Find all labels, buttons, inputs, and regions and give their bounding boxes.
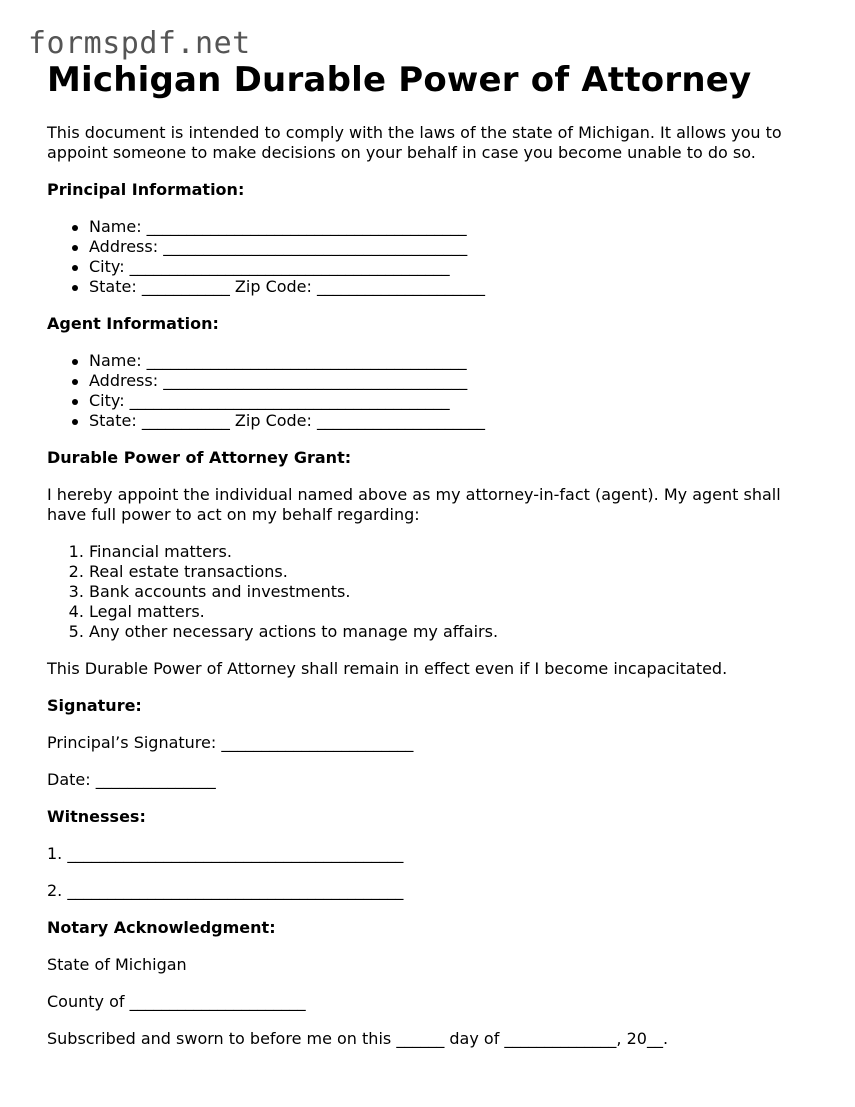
agent-city-field[interactable]: City: ________________________________________ <box>89 391 807 411</box>
principal-name-field[interactable]: Name: ________________________________________ <box>89 217 807 237</box>
document-page <box>47 58 807 1049</box>
notary-state: State of Michigan <box>47 955 187 974</box>
signature-heading: Signature: <box>47 696 142 715</box>
grant-power-item: 4. Legal matters. <box>89 602 807 622</box>
signature-date-field[interactable]: Date: _______________ <box>47 770 216 789</box>
grant-power-item: 3. Bank accounts and investments. <box>89 582 807 602</box>
intro-paragraph: This document is intended to comply with the laws of the state of Michigan. It allows you to appoint someone to make decisions on your behalf in case you become unable to do so. <box>47 123 782 162</box>
agent-heading: Agent Information: <box>47 314 219 333</box>
principal-signature-field[interactable]: Principal’s Signature: ________________________ <box>47 733 414 752</box>
witness-2-field[interactable]: 2. __________________________________________ <box>47 881 404 900</box>
principal-fields <box>47 217 807 297</box>
witnesses-heading: Witnesses: <box>47 807 146 826</box>
notary-sworn-statement[interactable]: Subscribed and sworn to before me on this ______ day of ______________, 20__. <box>47 1029 669 1048</box>
grant-powers-list <box>47 542 807 642</box>
agent-fields <box>47 351 807 431</box>
notary-heading: Notary Acknowledgment: <box>47 918 276 937</box>
watermark: formspdf.net <box>28 26 251 61</box>
grant-power-item: 5. Any other necessary actions to manage my affairs. <box>89 622 807 642</box>
effect-statement: This Durable Power of Attorney shall remain in effect even if I become incapacitated. <box>47 659 728 678</box>
agent-address-field[interactable]: Address: ______________________________________ <box>89 371 807 391</box>
grant-paragraph: I hereby appoint the individual named above as my attorney-in-fact (agent). My agent shall have full power to act on my behalf regarding: <box>47 485 781 524</box>
grant-power-item: 1. Financial matters. <box>89 542 807 562</box>
document-title: Michigan Durable Power of Attorney <box>47 60 752 100</box>
principal-city-field[interactable]: City: ________________________________________ <box>89 257 807 277</box>
notary-county-field[interactable]: County of ______________________ <box>47 992 306 1011</box>
principal-state-zip-field[interactable]: State: ___________ Zip Code: _____________________ <box>89 277 807 297</box>
agent-state-zip-field[interactable]: State: ___________ Zip Code: _____________________ <box>89 411 807 431</box>
agent-name-field[interactable]: Name: ________________________________________ <box>89 351 807 371</box>
grant-power-item: 2. Real estate transactions. <box>89 562 807 582</box>
principal-heading: Principal Information: <box>47 180 245 199</box>
grant-heading: Durable Power of Attorney Grant: <box>47 448 352 467</box>
witness-1-field[interactable]: 1. __________________________________________ <box>47 844 404 863</box>
principal-address-field[interactable]: Address: ______________________________________ <box>89 237 807 257</box>
